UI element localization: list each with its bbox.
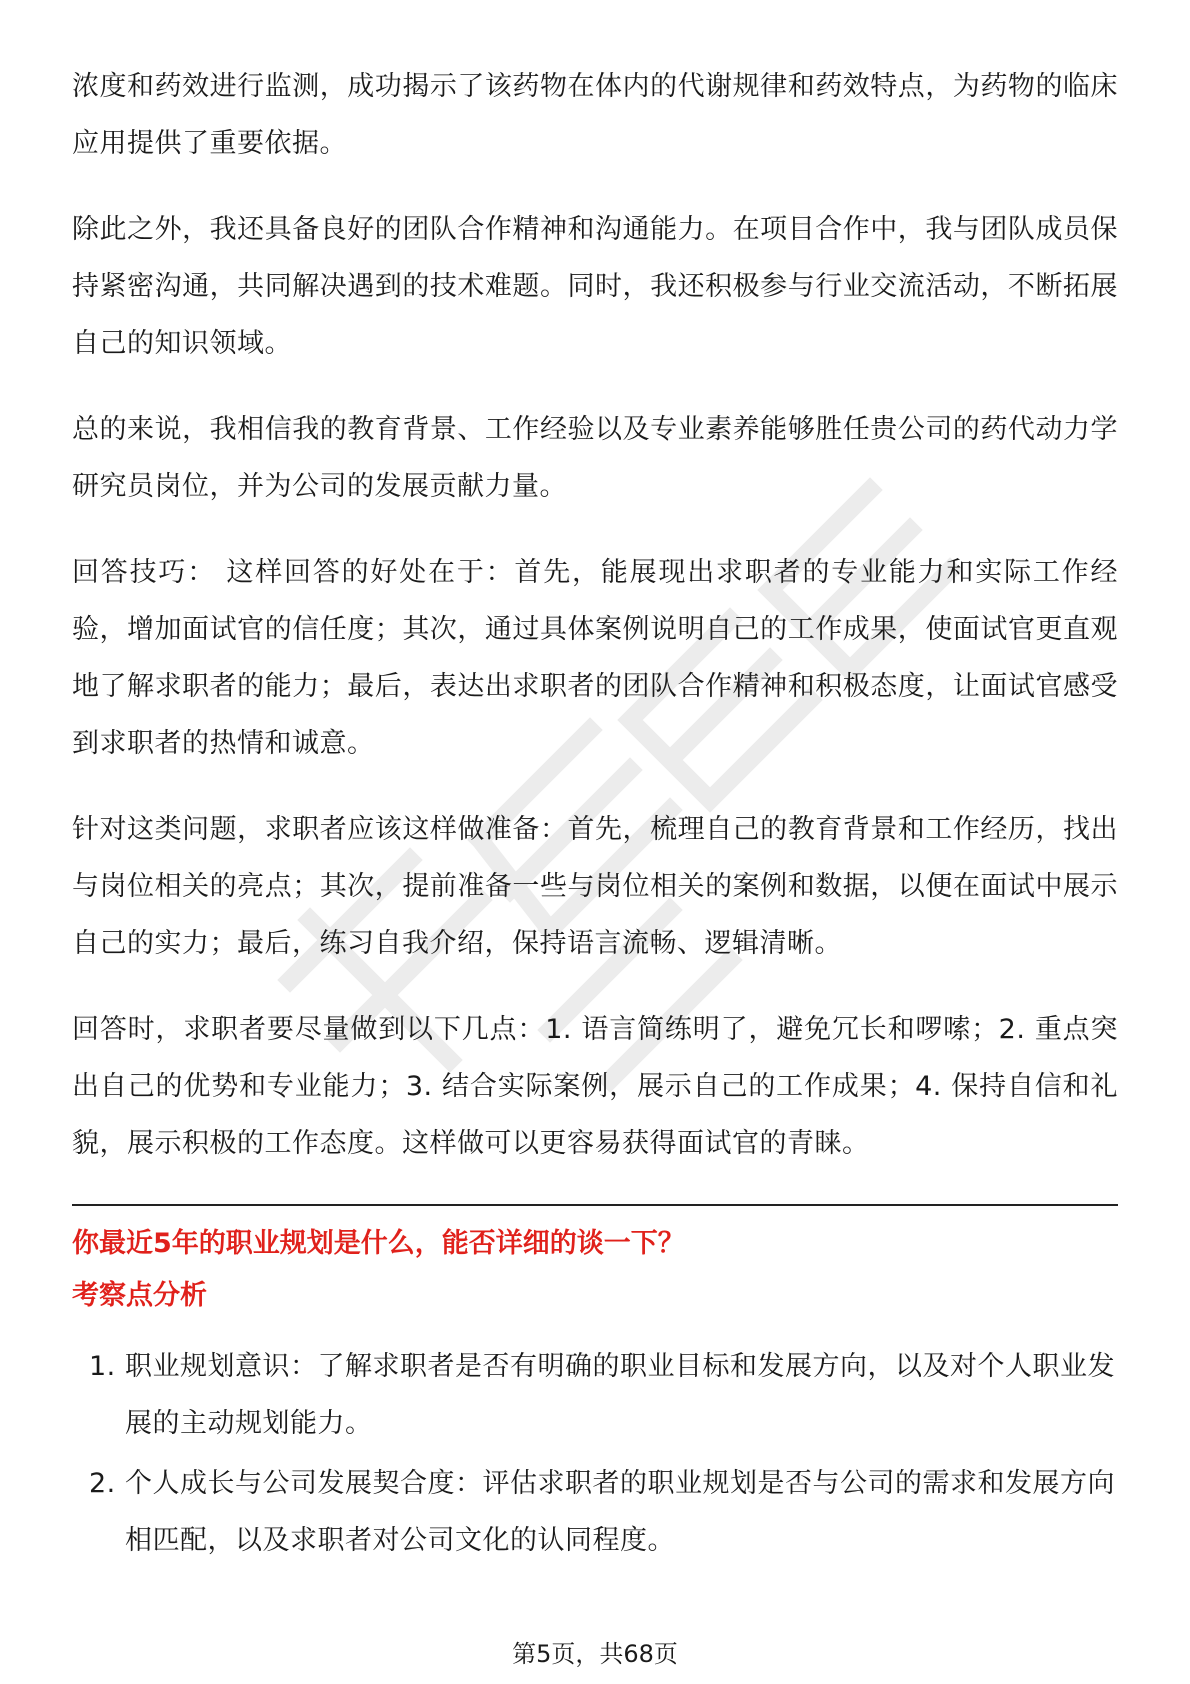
body-paragraph: 回答时，求职者要尽量做到以下几点：1. 语言简练明了，避免冗长和啰嗦；2. 重点突出自己的优势和专业能力；3. 结合实际案例，展示自己的工作成果；4. 保持自信和礼貌，展示积极的工作态度。这样做可以更容易获得面试官的青睐。 bbox=[72, 1014, 1118, 1159]
body-paragraph: 总的来说，我相信我的教育背景、工作经验以及专业素养能够胜任贵公司的药代动力学研究员岗位，并为公司的发展贡献力量。 bbox=[72, 414, 1118, 502]
document-body bbox=[72, 58, 1118, 1572]
answer-tips-paragraph: 回答技巧： 这样回答的好处在于：首先，能展现出求职者的专业能力和实际工作经验，增加面试官的信任度；其次，通过具体案例说明自己的工作成果，使面试官更直观地了解求职者的能力；最后，表达出求职者的团队合作精神和积极态度，让面试官感受到求职者的热情和诚意。 bbox=[72, 557, 1118, 759]
list-item-text: 职业规划意识：了解求职者是否有明确的职业目标和发展方向，以及对个人职业发展的主动规划能力。 bbox=[125, 1351, 1115, 1439]
body-paragraph: 浓度和药效进行监测，成功揭示了该药物在体内的代谢规律和药效特点，为药物的临床应用提供了重要依据。 bbox=[72, 71, 1118, 159]
section-divider bbox=[72, 1204, 1118, 1206]
body-paragraph: 除此之外，我还具备良好的团队合作精神和沟通能力。在项目合作中，我与团队成员保持紧密沟通，共同解决遇到的技术难题。同时，我还积极参与行业交流活动，不断拓展自己的知识领域。 bbox=[72, 214, 1118, 359]
analysis-heading: 考察点分析 bbox=[72, 1280, 207, 1311]
page-footer: 第5页，共68页 bbox=[512, 1640, 678, 1668]
body-paragraph: 针对这类问题，求职者应该这样做准备：首先，梳理自己的教育背景和工作经历，找出与岗位相关的亮点；其次，提前准备一些与岗位相关的案例和数据，以便在面试中展示自己的实力；最后，练习自我介绍，保持语言流畅、逻辑清晰。 bbox=[72, 814, 1118, 959]
analysis-list bbox=[72, 1338, 1118, 1569]
list-item bbox=[72, 1455, 1118, 1569]
list-item-text: 个人成长与公司发展契合度：评估求职者的职业规划是否与公司的需求和发展方向相匹配，以及求职者对公司文化的认同程度。 bbox=[125, 1468, 1115, 1556]
list-item-number: 2. bbox=[89, 1468, 116, 1499]
list-item bbox=[72, 1338, 1118, 1452]
list-item-number: 1. bbox=[89, 1351, 116, 1382]
question-title: 你最近5年的职业规划是什么，能否详细的谈一下？ bbox=[72, 1228, 685, 1259]
